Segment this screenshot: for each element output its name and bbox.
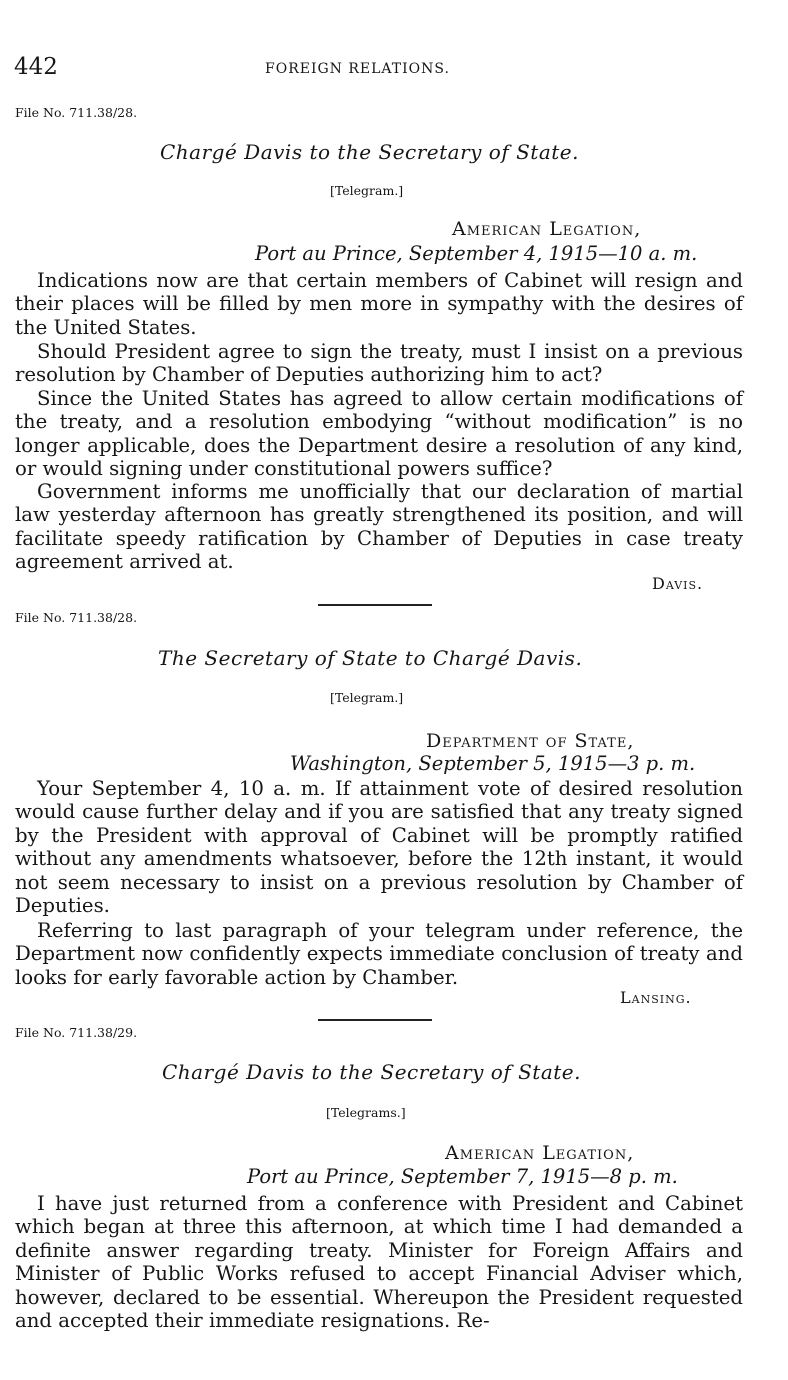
document-title: Chargé Davis to the Secretary of State. — [160, 140, 579, 164]
sender-location: American Legation, — [445, 1142, 635, 1164]
telegram-label: [Telegram.] — [330, 183, 404, 198]
page-number: 442 — [14, 54, 58, 80]
signature: Lansing. — [620, 988, 692, 1007]
paragraph: Government informs me unofficially that our declaration of martial law yesterday afternoon has greatly strengthened its position, and will facilitate speedy ratification by Chamber of Deputies in case treaty agreement arrived at. — [15, 480, 743, 574]
sender-location: Department of State, — [426, 730, 635, 752]
paragraph: Since the United States has agreed to allow certain modifications of the treaty, and a resolution embodying “without modification” is no longer applicable, does the Department desire a resolution of any kind, or would signing under constitutional powers suffice? — [15, 387, 743, 481]
paragraph: Referring to last paragraph of your telegram under reference, the Department now confidently expects immediate conclusion of treaty and looks for early favorable action by Chamber. — [15, 919, 743, 989]
dateline: Washington, September 5, 1915—3 p. m. — [290, 752, 696, 775]
document-title: Chargé Davis to the Secretary of State. — [162, 1060, 581, 1084]
file-number: File No. 711.38/28. — [15, 105, 138, 120]
paragraph: I have just returned from a conference with President and Cabinet which began at three this afternoon, at which time I had demanded a definite answer regarding treaty. Minister for Foreign Affairs and Minister of Public Works refused to accept Financial Adviser which, however, declared to be essential. Whereupon the President requested and accepted their immediate resignations. Re- — [15, 1192, 743, 1333]
paragraph: Your September 4, 10 a. m. If attainment vote of desired resolution would cause further delay and if you are satisfied that any treaty signed by the President with approval of Cabinet will be promptly ratified without any amendments whatsoever, before the 12th instant, it would not seem necessary to insist on a previous resolution by Chamber of Deputies. — [15, 777, 743, 918]
section-divider — [318, 1019, 432, 1021]
file-number: File No. 711.38/29. — [15, 1025, 138, 1040]
sender-location: American Legation, — [452, 218, 642, 240]
dateline: Port au Prince, September 7, 1915—8 p. m. — [247, 1165, 678, 1188]
telegram-label: [Telegram.] — [330, 690, 404, 705]
file-number: File No. 711.38/28. — [15, 610, 138, 625]
paragraph: Indications now are that certain members of Cabinet will resign and their places will be filled by men more in sympathy with the desires of the United States. — [15, 269, 743, 339]
section-divider — [318, 604, 432, 606]
paragraph: Should President agree to sign the treaty, must I insist on a previous resolution by Chamber of Deputies authorizing him to act? — [15, 340, 743, 387]
signature: Davis. — [652, 574, 704, 593]
telegram-label: [Telegrams.] — [326, 1105, 406, 1120]
document-title: The Secretary of State to Chargé Davis. — [158, 646, 583, 670]
dateline: Port au Prince, September 4, 1915—10 a. m. — [255, 242, 698, 265]
running-title: FOREIGN RELATIONS. — [265, 61, 450, 77]
